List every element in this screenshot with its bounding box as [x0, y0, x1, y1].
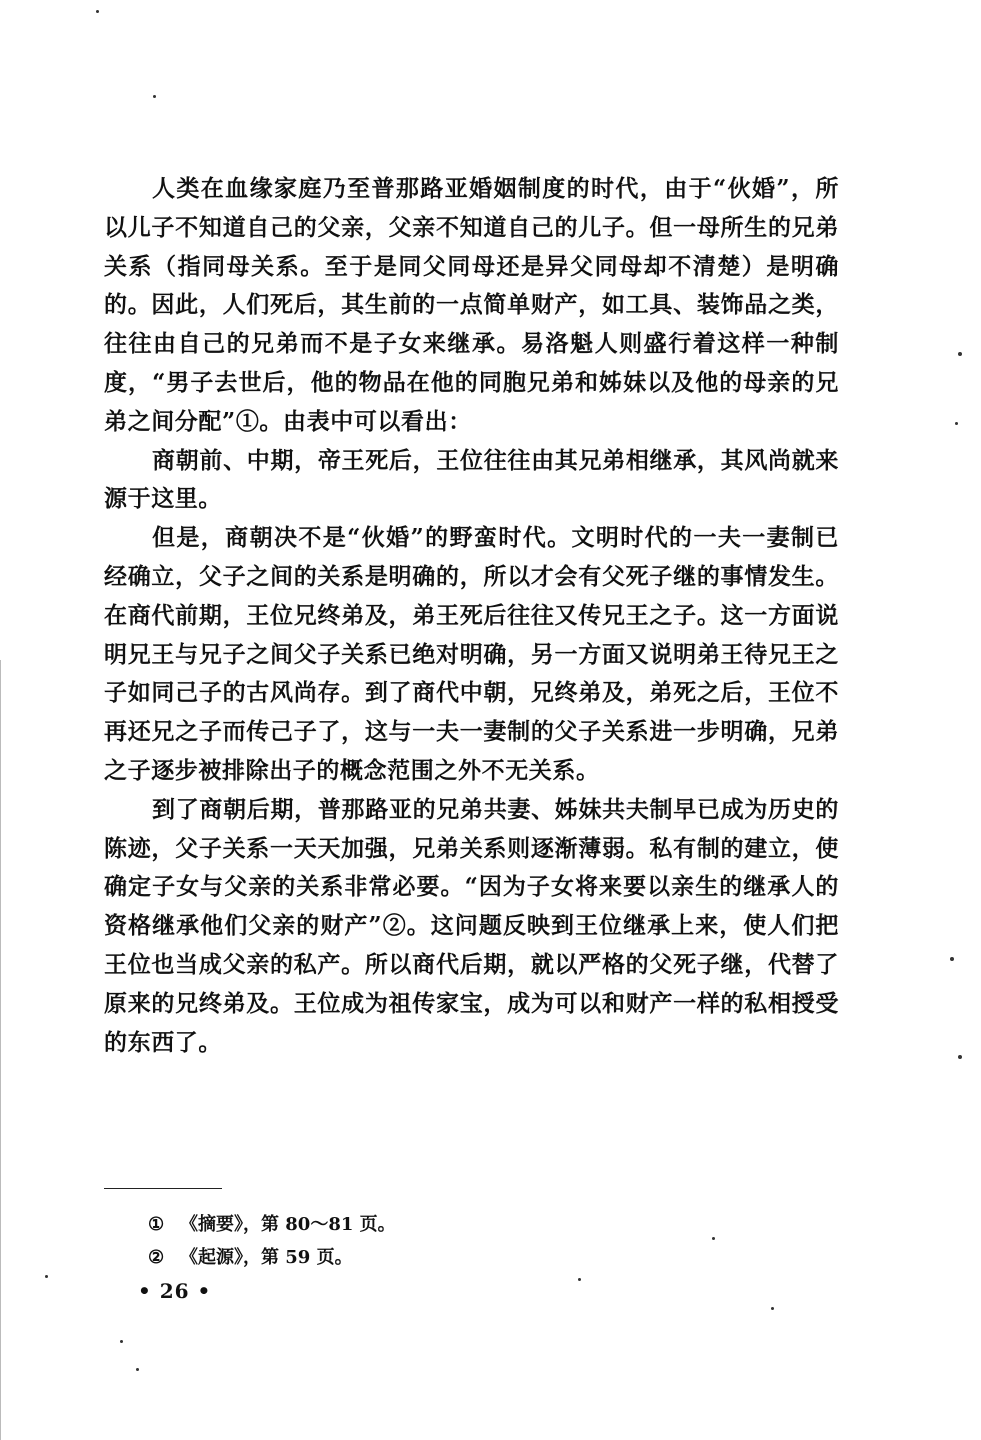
footnote-1	[148, 1208, 396, 1241]
paragraph-1: 人类在血缘家庭乃至普那路亚婚姻制度的时代，由于“伙婚”，所以儿子不知道自己的父亲，父亲不知道自己的儿子。但一母所生的兄弟关系（指同母关系。至于是同父同母还是异父同母却不清楚）是明确的。因此，人们死后，其生前的一点简单财产，如工具、装饰品之类，往往由自己的兄弟而不是子女来继承。易洛魁人则盛行着这样一种制度，“男子去世后，他的物品在他的同胞兄弟和姊妹以及他的母亲的兄弟之间分配”①。由表中可以看出：	[104, 175, 839, 435]
footnote-text: 《摘要》，第 80～81 页。	[180, 1214, 396, 1235]
scan-speck	[136, 1368, 139, 1371]
footnote-text: 《起源》，第 59 页。	[180, 1247, 353, 1268]
body-text	[104, 170, 839, 1062]
scan-speck	[950, 957, 954, 961]
paragraph-3: 但是，商朝决不是“伙婚”的野蛮时代。文明时代的一夫一妻制已经确立，父子之间的关系是明确的，所以才会有父死子继的事情发生。在商代前期，王位兄终弟及，弟王死后往往又传兄王之子。这一方面说明兄王与兄子之间父子关系已绝对明确，另一方面又说明弟王待兄王之子如同己子的古风尚存。到了商代中朝，兄终弟及，弟死之后，王位不再还兄之子而传己子了，这与一夫一妻制的父子关系进一步明确，兄弟之子逐步被排除出子的概念范围之外不无关系。	[104, 524, 839, 784]
footnote-marker: ②	[148, 1247, 165, 1268]
scan-speck	[96, 10, 99, 13]
paragraph-4: 到了商朝后期，普那路亚的兄弟共妻、姊妹共夫制早已成为历史的陈迹，父子关系一天天加强，兄弟关系则逐渐薄弱。私有制的建立，使确定子女与父亲的关系非常必要。“因为子女将来要以亲生的继承人的资格继承他们父亲的财产”②。这问题反映到王位继承上来，使人们把王位也当成父亲的私产。所以商代后期，就以严格的父死子继，代替了原来的兄终弟及。王位成为祖传家宝，成为可以和财产一样的私相授受的东西了。	[104, 795, 839, 1056]
scan-edge-line	[0, 660, 1, 1440]
scan-speck	[958, 352, 962, 356]
scan-speck	[153, 95, 156, 98]
scan-speck	[771, 1307, 774, 1310]
scan-speck	[955, 422, 958, 425]
footnotes	[148, 1208, 396, 1274]
page-number: • 26 •	[138, 1279, 212, 1303]
footnote-separator	[104, 1188, 222, 1189]
footnote-2	[148, 1241, 396, 1274]
scan-speck	[578, 1278, 581, 1281]
paragraph-2: 商朝前、中期，帝王死后，王位往往由其兄弟相继承，其风尚就来源于这里。	[104, 446, 839, 513]
scan-speck	[120, 1340, 123, 1343]
footnote-marker: ①	[148, 1214, 165, 1235]
scan-speck	[45, 1275, 48, 1278]
scan-speck	[712, 1237, 715, 1240]
scan-speck	[958, 1055, 962, 1059]
